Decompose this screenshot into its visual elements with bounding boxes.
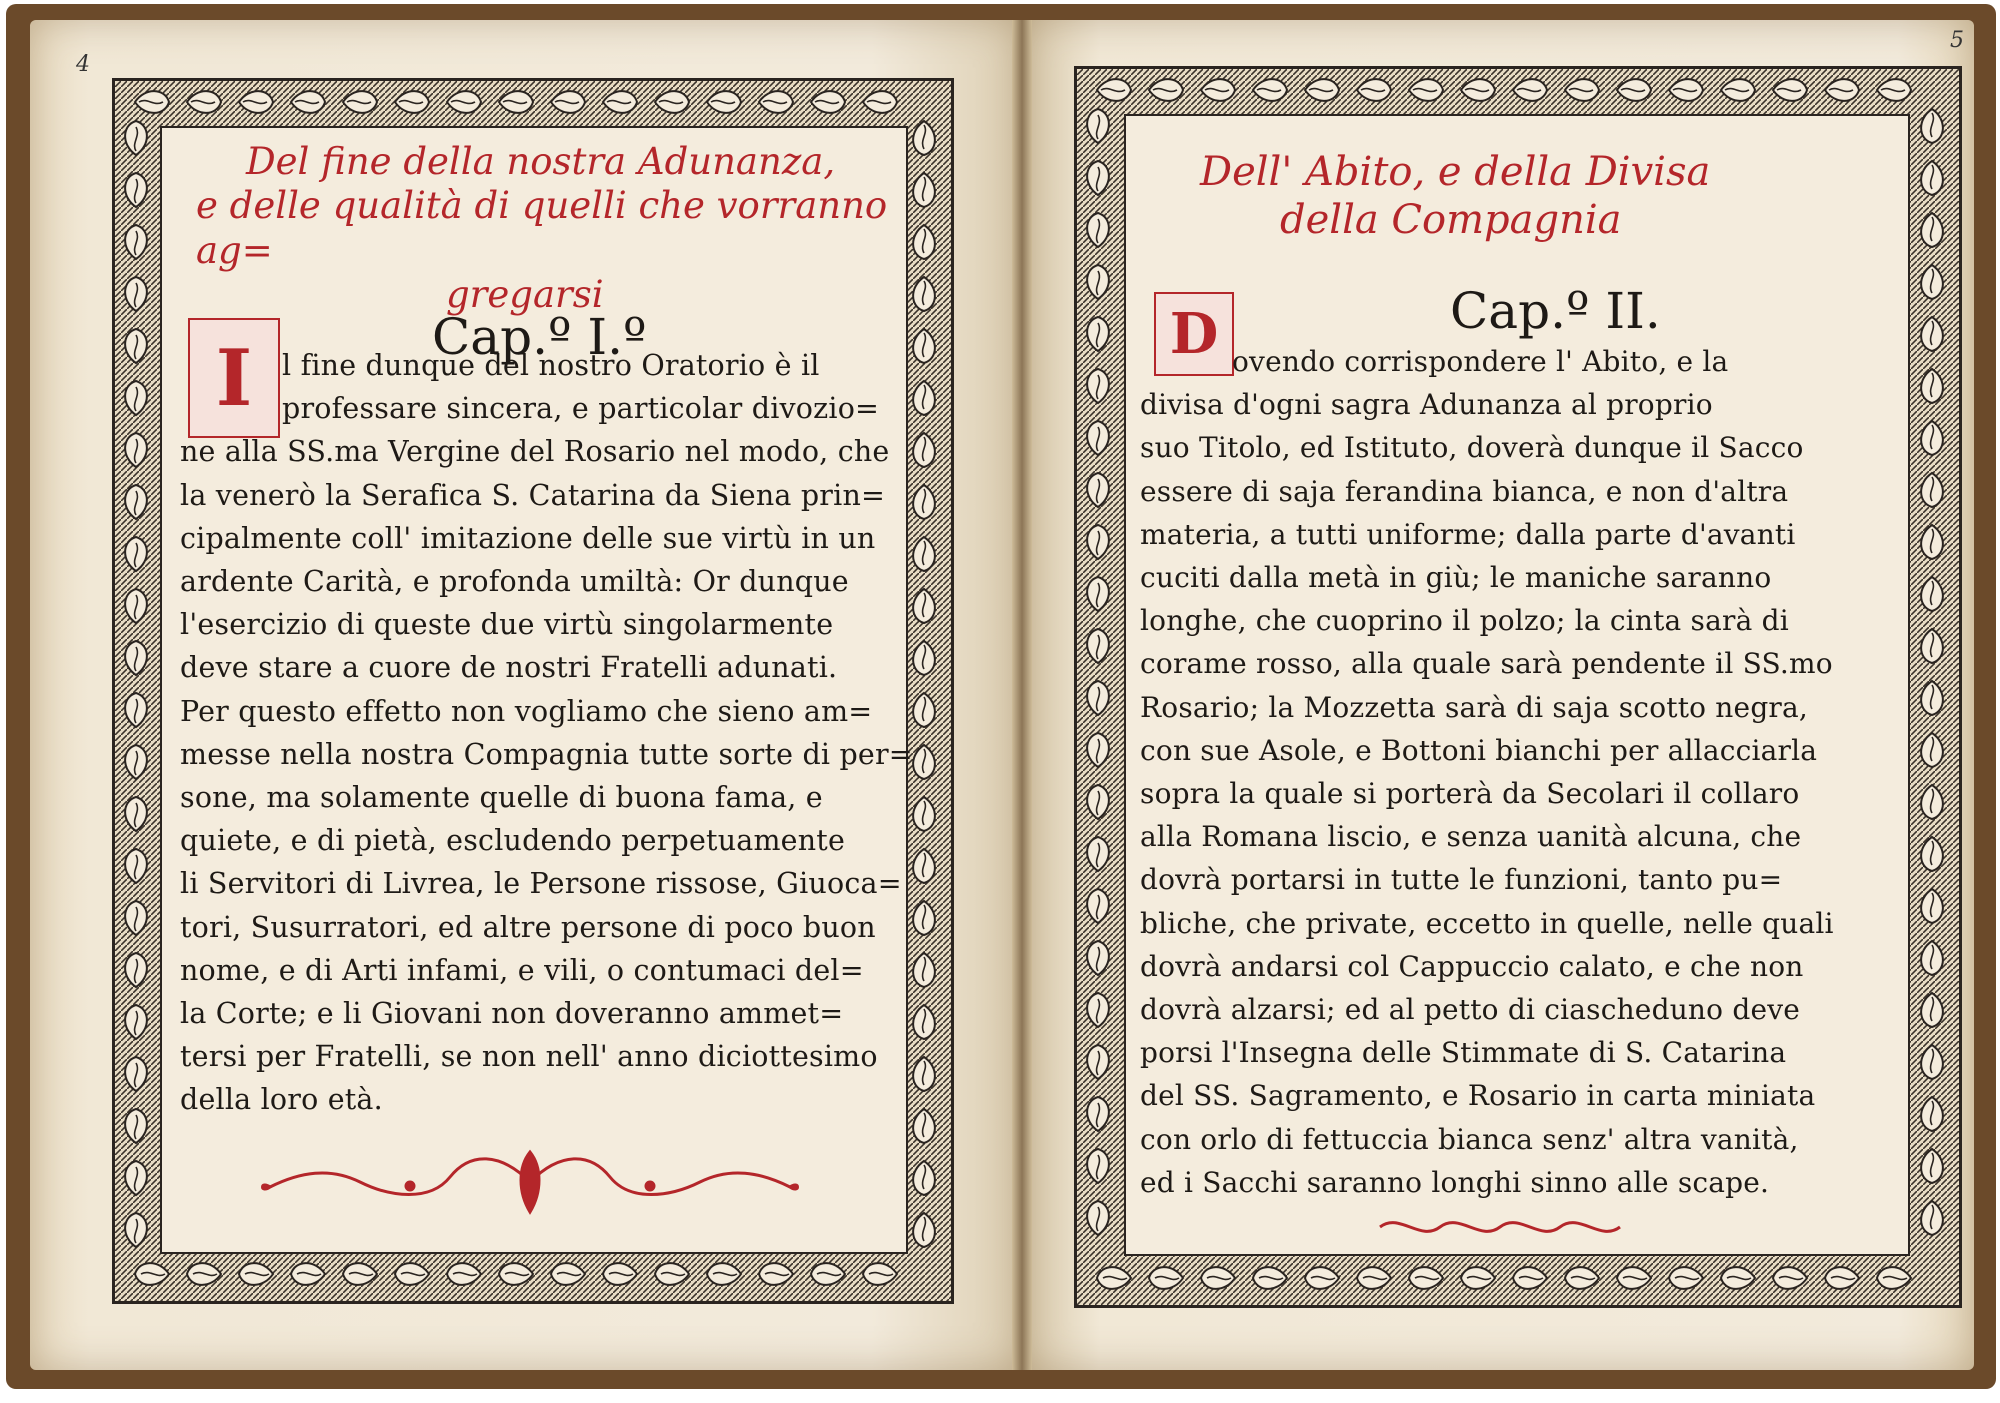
text-line: messe nella nostra Compagnia tutte sorte di per=: [180, 737, 913, 771]
text-line: ne alla SS.ma Vergine del Rosario nel modo, che: [180, 435, 890, 469]
text-line: dovrà andarsi col Cappuccio calato, e che non: [1140, 949, 1804, 983]
text-line: Rosario; la Mozzetta sarà di saja scotto negra,: [1140, 690, 1809, 724]
text-line: ovendo corrispondere l' Abito, e la: [1232, 345, 1729, 378]
text-line: nome, e di Arti infami, e vili, o contumaci del=: [180, 953, 864, 987]
text-line: materia, a tutti uniforme; dalla parte d'avanti: [1140, 517, 1796, 551]
text-line: del SS. Sagramento, e Rosario in carta miniata: [1140, 1079, 1816, 1113]
text-line: ed i Sacchi saranno longhi sinno alle scape.: [1140, 1165, 1770, 1199]
text-line: l fine dunque del nostro Oratorio è il: [282, 349, 820, 382]
text-line: deve stare a cuore de nostri Fratelli adunati.: [180, 651, 838, 685]
left-tailpiece-ornament: [250, 1142, 810, 1222]
right-chapter-number: Cap.º II.: [1450, 282, 1661, 340]
left-heading-line: Del fine della nostra Adunanza,: [246, 140, 836, 183]
text-line: porsi l'Insegna delle Stimmate di S. Catarina: [1140, 1036, 1787, 1070]
text-line: suo Titolo, ed Istituto, doverà dunque il Sacco: [1140, 431, 1804, 465]
text-line: professare sincera, e particolar divozio=: [282, 392, 880, 426]
text-line: tersi per Fratelli, se non nell' anno diciottesimo: [180, 1040, 878, 1074]
left-heading-line: gregarsi: [446, 273, 604, 317]
text-line: cipalmente coll' imitazione delle sue virtù in un: [180, 521, 876, 555]
right-illuminated-initial: D: [1154, 292, 1234, 376]
text-line: con orlo di fettuccia bianca senz' altra vanità,: [1140, 1122, 1799, 1156]
text-line: dovrà portarsi in tutte le funzioni, tanto pu=: [1140, 863, 1783, 897]
right-tailpiece-ornament: [1370, 1212, 1630, 1242]
left-chapter-heading: [196, 140, 896, 318]
text-line: essere di saja ferandina bianca, e non d'altra: [1140, 474, 1789, 508]
book-gutter: [1012, 20, 1032, 1370]
text-line: longhe, che cuoprino il polzo; la cinta sarà di: [1140, 604, 1789, 638]
text-line: la Corte; e li Giovani non doveranno ammet=: [180, 997, 844, 1031]
text-line: li Servitori di Livrea, le Persone rissose, Giuoca=: [180, 867, 902, 901]
text-line: divisa d'ogni sagra Adunanza al proprio: [1140, 388, 1713, 422]
right-body-text: [1140, 340, 1890, 1204]
right-folio-number: 5: [1950, 28, 1964, 53]
text-line: cuciti dalla metà in giù; le maniche saranno: [1140, 561, 1772, 595]
left-body-text: [180, 344, 913, 1122]
text-line: dovrà alzarsi; ed al petto di ciascheduno deve: [1140, 993, 1801, 1027]
text-line: quiete, e di pietà, escludendo perpetuamente: [180, 824, 846, 858]
text-line: della loro età.: [180, 1083, 383, 1117]
text-line: bliche, che private, eccetto in quelle, nelle quali: [1140, 906, 1834, 940]
left-folio-number: 4: [76, 52, 90, 77]
text-line: sone, ma solamente quelle di buona fama, e: [180, 781, 823, 815]
text-line: sopra la quale si porterà da Secolari il collaro: [1140, 777, 1800, 811]
left-heading-line: e delle qualità di quelli che vorranno ag=: [196, 184, 888, 272]
left-illuminated-initial: I: [188, 318, 280, 438]
text-line: l'esercizio di queste due virtù singolarmente: [180, 608, 834, 642]
right-chapter-heading: [1200, 148, 1900, 244]
text-line: ardente Carità, e profonda umiltà: Or dunque: [180, 565, 849, 599]
right-heading-line: della Compagnia: [1280, 197, 1622, 243]
text-line: corame rosso, alla quale sarà pendente il SS.mo: [1140, 647, 1833, 681]
text-line: con sue Asole, e Bottoni bianchi per allacciarla: [1140, 733, 1818, 767]
right-heading-line: Dell' Abito, e della Divisa: [1200, 149, 1711, 195]
text-line: la venerò la Serafica S. Catarina da Siena prin=: [180, 478, 886, 512]
text-line: alla Romana liscio, e senza uanità alcuna, che: [1140, 820, 1802, 854]
left-chapter-number: Cap.º I.º: [432, 308, 647, 366]
text-line: tori, Susurratori, ed altre persone di poco buon: [180, 910, 876, 944]
text-line: Per questo effetto non vogliamo che sieno am=: [180, 694, 873, 728]
